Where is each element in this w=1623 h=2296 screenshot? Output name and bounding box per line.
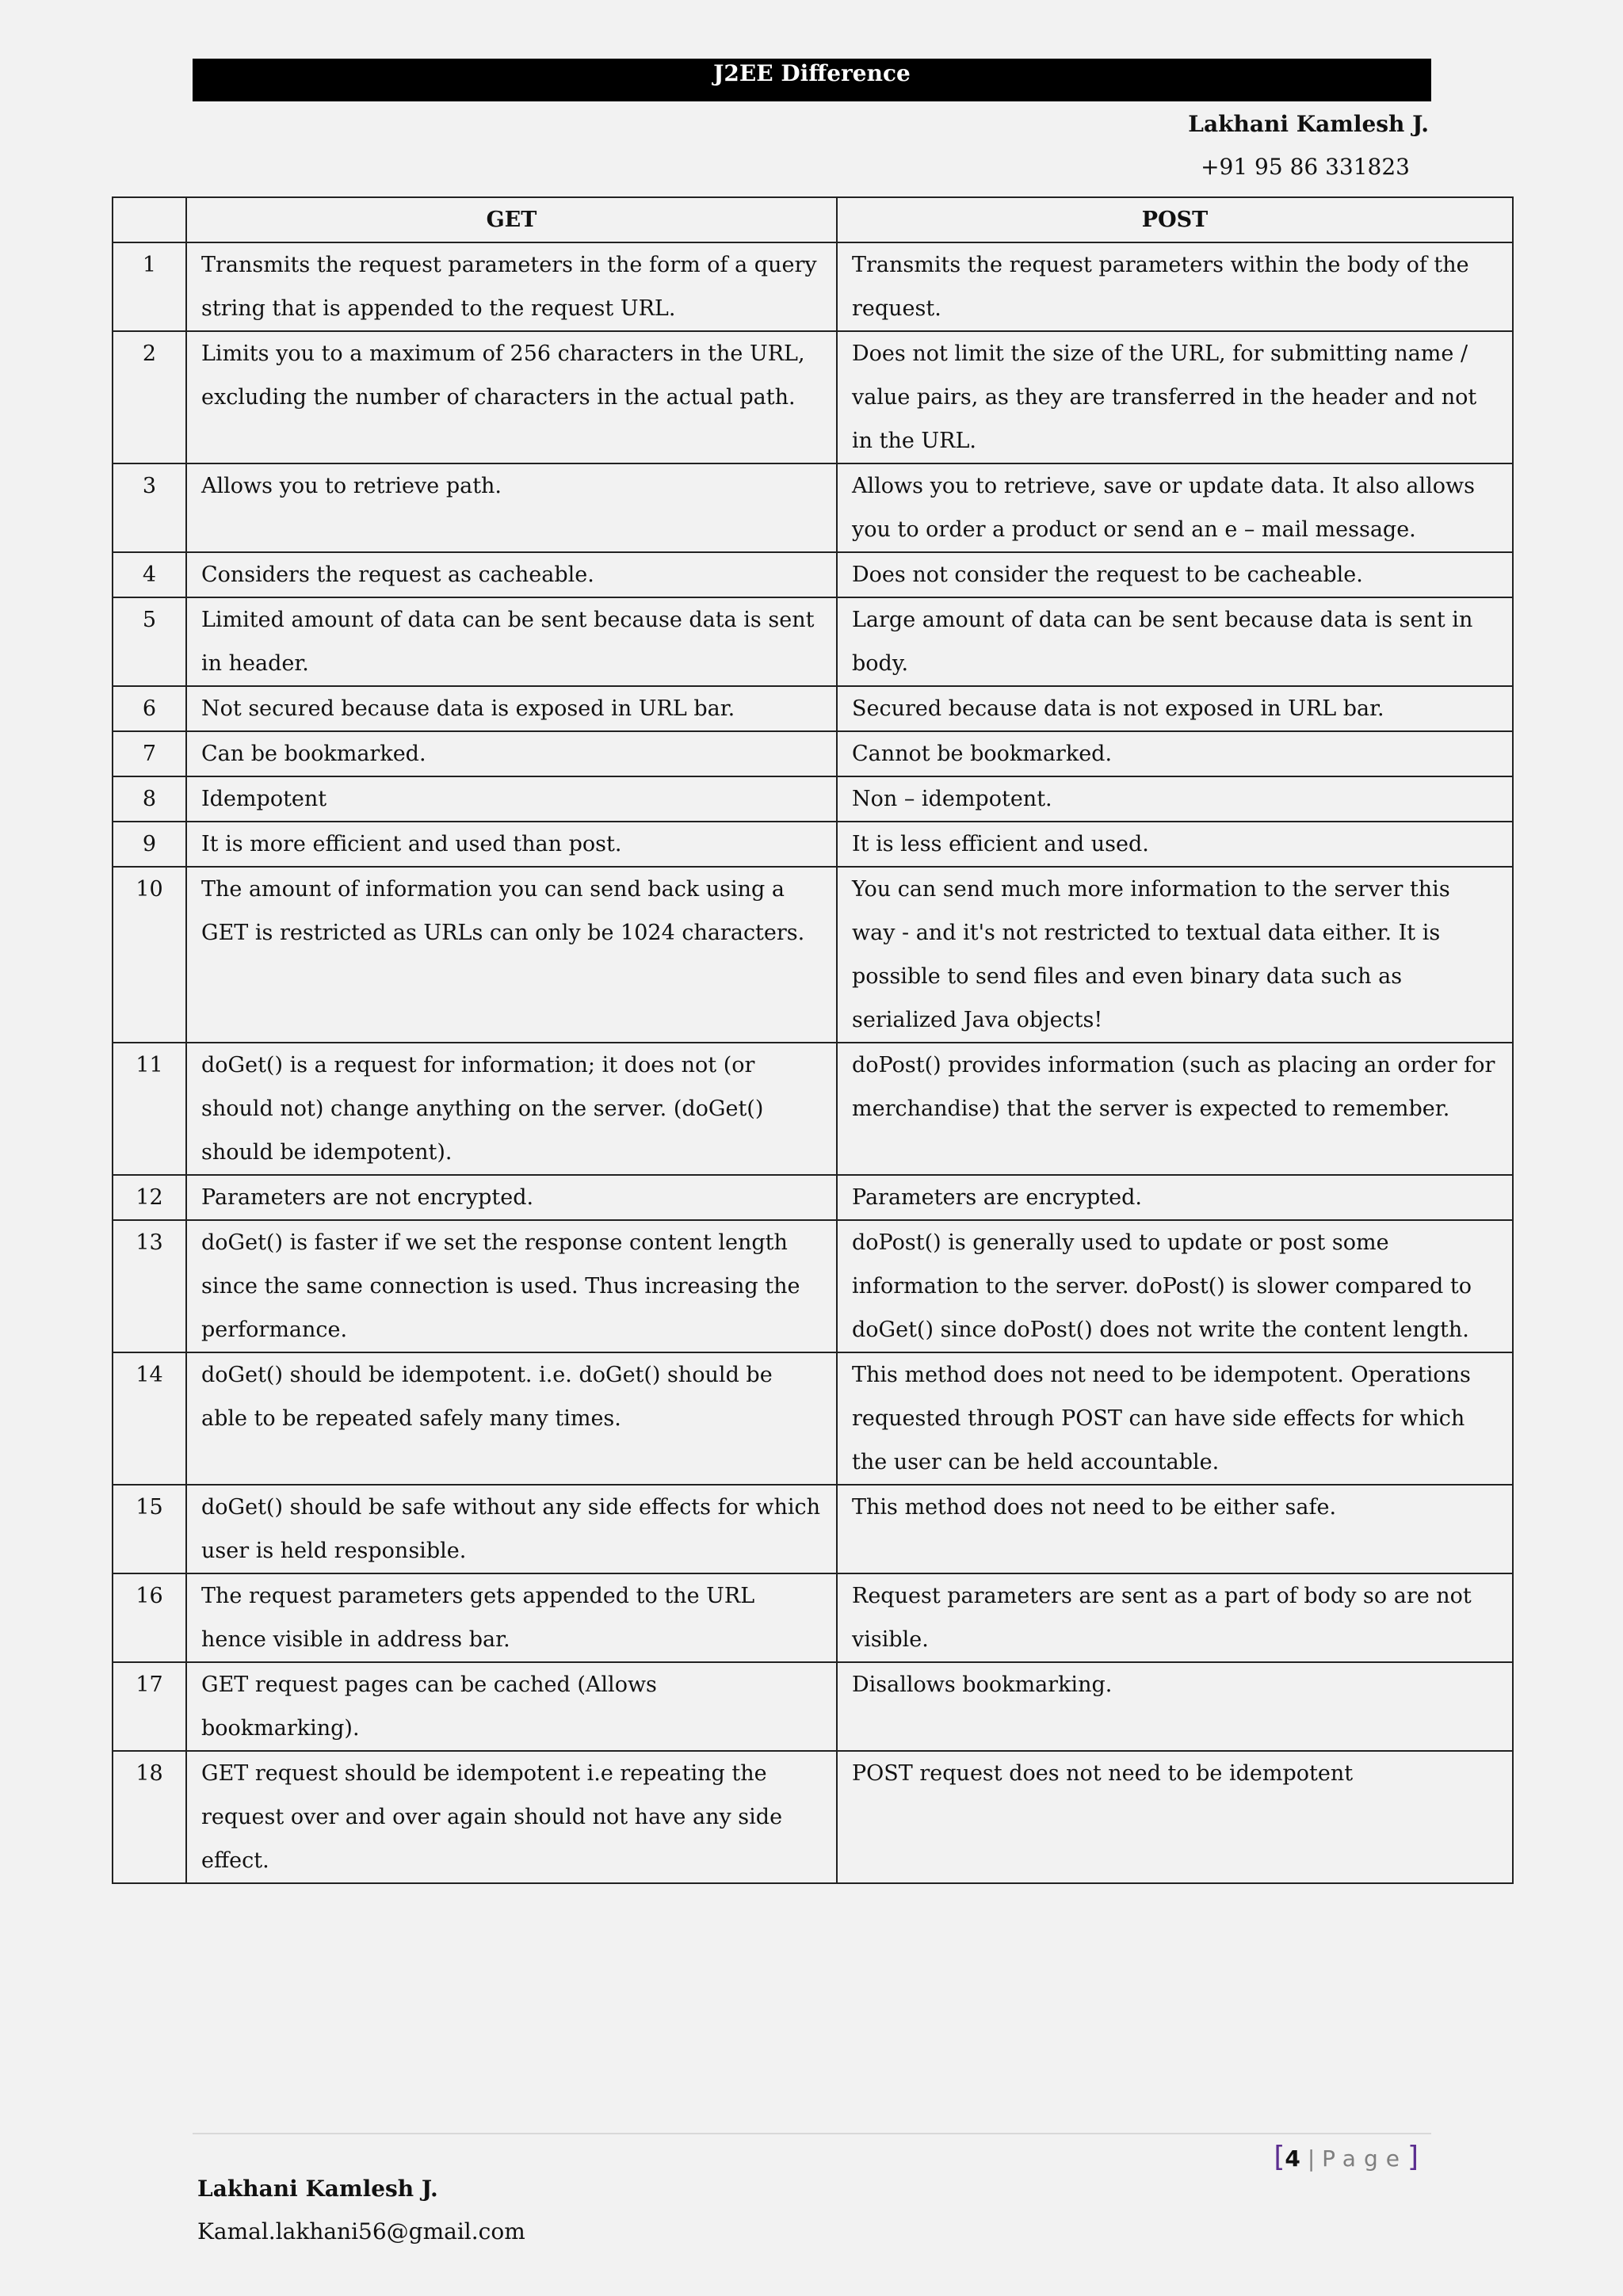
table-row — [113, 686, 1513, 731]
row-number: 5 — [113, 597, 186, 686]
table-row — [113, 731, 1513, 776]
get-cell: doGet() is a request for information; it does not (or should not) change anything on the server. (doGet() should be idempotent). — [186, 1043, 837, 1175]
get-post-comparison-table — [112, 196, 1514, 1884]
footer-divider — [193, 2133, 1431, 2134]
header-author-phone: +91 95 86 331823 — [1201, 154, 1410, 180]
table-row — [113, 822, 1513, 867]
page-bracket-close: ] — [1407, 2141, 1419, 2173]
table-row — [113, 1220, 1513, 1352]
header-author-block — [1188, 103, 1429, 189]
post-cell: Does not consider the request to be cacheable. — [837, 552, 1513, 597]
post-cell: Secured because data is not exposed in URL bar. — [837, 686, 1513, 731]
post-cell: Request parameters are sent as a part of body so are not visible. — [837, 1573, 1513, 1662]
table-row — [113, 597, 1513, 686]
row-number: 6 — [113, 686, 186, 731]
table-row — [113, 1662, 1513, 1751]
page-number: 4 — [1285, 2145, 1300, 2172]
row-number: 13 — [113, 1220, 186, 1352]
row-number: 16 — [113, 1573, 186, 1662]
post-cell: Non – idempotent. — [837, 776, 1513, 822]
table-row — [113, 776, 1513, 822]
table-row — [113, 1352, 1513, 1485]
post-cell: POST request does not need to be idempotent — [837, 1751, 1513, 1883]
table-row — [113, 242, 1513, 331]
column-header-get: GET — [186, 197, 837, 242]
page-bracket-open: [ — [1274, 2141, 1285, 2173]
row-number: 14 — [113, 1352, 186, 1485]
row-number: 3 — [113, 463, 186, 552]
table-row — [113, 1573, 1513, 1662]
footer-author-block — [197, 2168, 525, 2253]
table-row — [113, 1175, 1513, 1220]
get-cell: Can be bookmarked. — [186, 731, 837, 776]
post-cell: doPost() is generally used to update or post some information to the server. doPost() is slower compared to doGet() since doPost() does not write the content length. — [837, 1220, 1513, 1352]
post-cell: Disallows bookmarking. — [837, 1662, 1513, 1751]
get-cell: The request parameters gets appended to the URL hence visible in address bar. — [186, 1573, 837, 1662]
post-cell: Large amount of data can be sent because data is sent in body. — [837, 597, 1513, 686]
page-indicator — [1274, 2136, 1419, 2180]
row-number: 17 — [113, 1662, 186, 1751]
row-number: 11 — [113, 1043, 186, 1175]
get-cell: Limits you to a maximum of 256 characters in the URL, excluding the number of characters in the actual path. — [186, 331, 837, 463]
row-number: 9 — [113, 822, 186, 867]
row-number: 10 — [113, 867, 186, 1043]
document-title-bar — [193, 59, 1431, 101]
footer-author-name: Lakhani Kamlesh J. — [197, 2176, 438, 2202]
get-cell: Limited amount of data can be sent because data is sent in header. — [186, 597, 837, 686]
footer-author-email: Kamal.lakhani56@gmail.com — [197, 2218, 525, 2245]
get-cell: GET request should be idempotent i.e repeating the request over and over again should not have any side effect. — [186, 1751, 837, 1883]
table-row — [113, 552, 1513, 597]
get-cell: Not secured because data is exposed in URL bar. — [186, 686, 837, 731]
table-row — [113, 1043, 1513, 1175]
header-author-name: Lakhani Kamlesh J. — [1188, 111, 1429, 137]
row-number: 12 — [113, 1175, 186, 1220]
get-cell: Considers the request as cacheable. — [186, 552, 837, 597]
get-cell: doGet() is faster if we set the response content length since the same connection is used. Thus increasing the performance. — [186, 1220, 837, 1352]
row-number: 7 — [113, 731, 186, 776]
get-cell: doGet() should be idempotent. i.e. doGet() should be able to be repeated safely many times. — [186, 1352, 837, 1485]
get-cell: The amount of information you can send back using a GET is restricted as URLs can only be 1024 characters. — [186, 867, 837, 1043]
get-cell: Transmits the request parameters in the form of a query string that is appended to the request URL. — [186, 242, 837, 331]
get-cell: Idempotent — [186, 776, 837, 822]
table-row — [113, 1485, 1513, 1573]
get-cell: Parameters are not encrypted. — [186, 1175, 837, 1220]
post-cell: Parameters are encrypted. — [837, 1175, 1513, 1220]
row-number: 4 — [113, 552, 186, 597]
table-row — [113, 1751, 1513, 1883]
row-number: 2 — [113, 331, 186, 463]
page-label: Page — [1322, 2145, 1407, 2172]
row-number: 15 — [113, 1485, 186, 1573]
row-number: 8 — [113, 776, 186, 822]
page-separator: | — [1307, 2145, 1316, 2172]
row-number: 1 — [113, 242, 186, 331]
post-cell: It is less efficient and used. — [837, 822, 1513, 867]
post-cell: Does not limit the size of the URL, for submitting name / value pairs, as they are transferred in the header and not in the URL. — [837, 331, 1513, 463]
get-cell: It is more efficient and used than post. — [186, 822, 837, 867]
column-header-number — [113, 197, 186, 242]
column-header-post: POST — [837, 197, 1513, 242]
post-cell: Cannot be bookmarked. — [837, 731, 1513, 776]
post-cell: Allows you to retrieve, save or update data. It also allows you to order a product or send an e – mail message. — [837, 463, 1513, 552]
post-cell: You can send much more information to the server this way - and it's not restricted to textual data either. It is possible to send files and even binary data such as serialized Java objects! — [837, 867, 1513, 1043]
table-row — [113, 867, 1513, 1043]
post-cell: Transmits the request parameters within the body of the request. — [837, 242, 1513, 331]
table-row — [113, 331, 1513, 463]
table-row — [113, 463, 1513, 552]
get-cell: Allows you to retrieve path. — [186, 463, 837, 552]
post-cell: doPost() provides information (such as placing an order for merchandise) that the server is expected to remember. — [837, 1043, 1513, 1175]
get-cell: doGet() should be safe without any side effects for which user is held responsible. — [186, 1485, 837, 1573]
row-number: 18 — [113, 1751, 186, 1883]
table-header-row — [113, 197, 1513, 242]
document-title: J2EE Difference — [713, 60, 911, 86]
post-cell: This method does not need to be idempotent. Operations requested through POST can have side effects for which the user can be held accountable. — [837, 1352, 1513, 1485]
get-cell: GET request pages can be cached (Allows bookmarking). — [186, 1662, 837, 1751]
post-cell: This method does not need to be either safe. — [837, 1485, 1513, 1573]
